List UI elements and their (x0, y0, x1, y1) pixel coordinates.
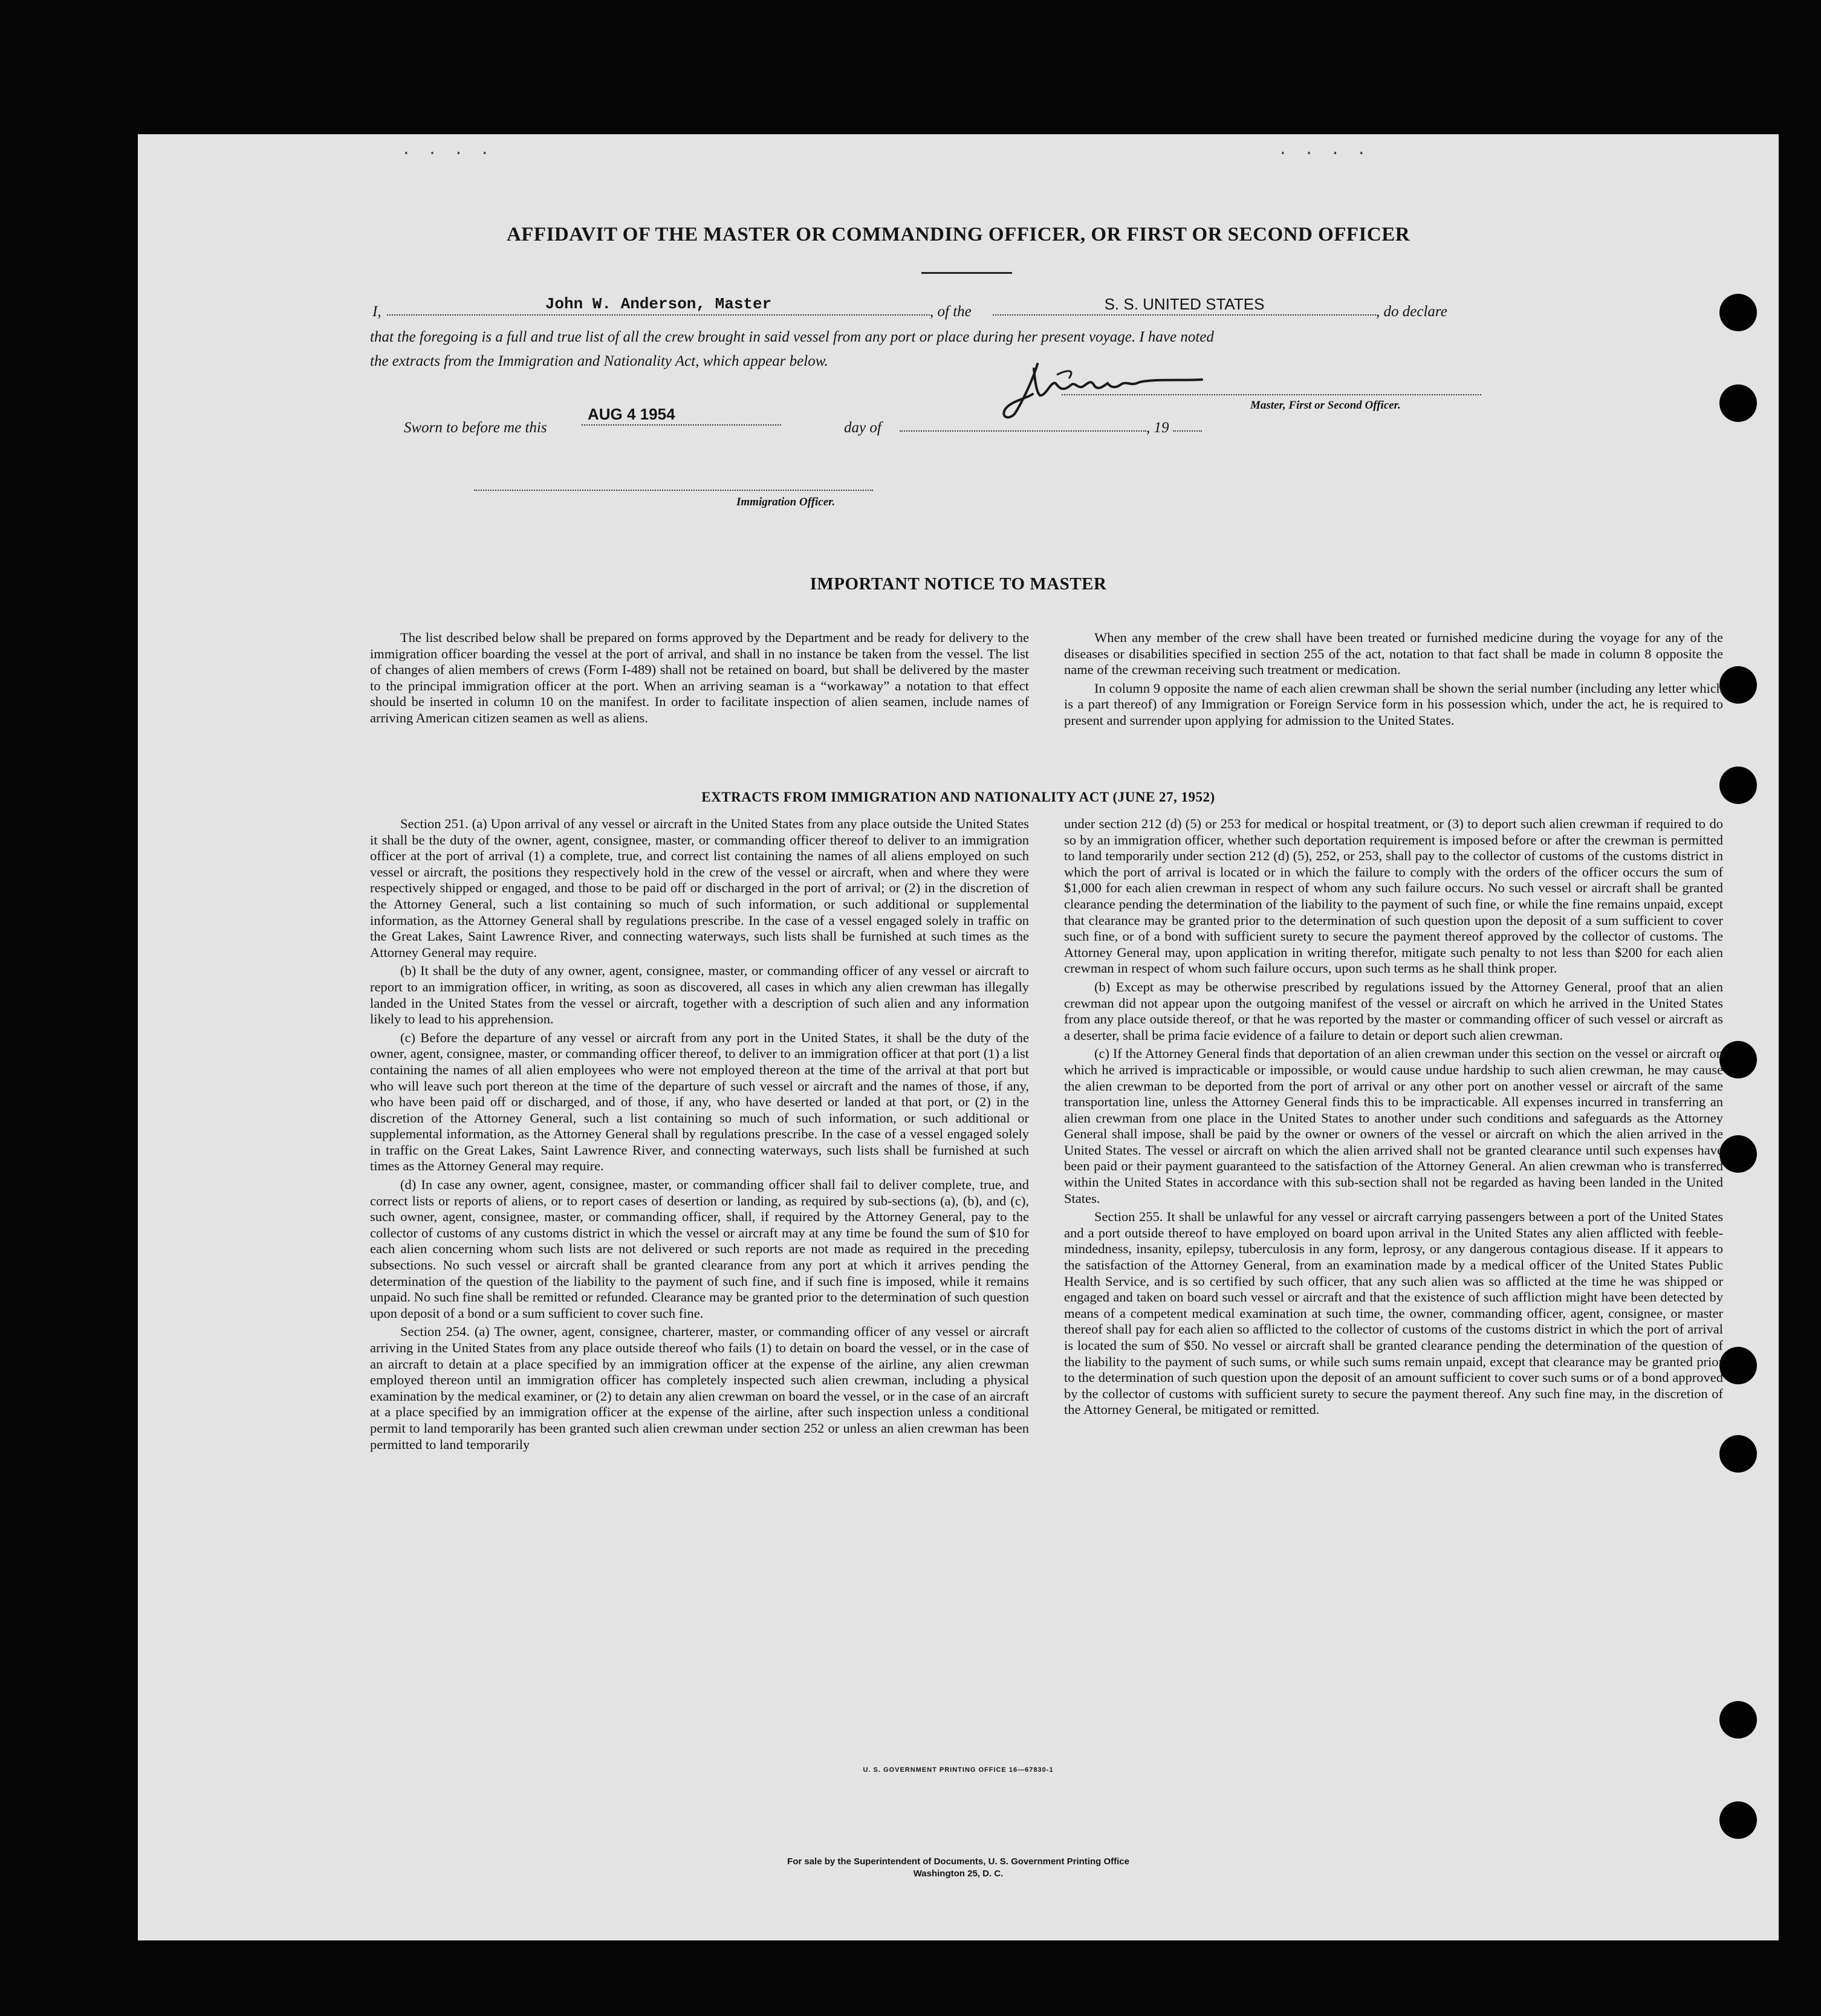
extracts-left-column (370, 816, 1029, 1455)
affidavit-title: AFFIDAVIT OF THE MASTER OR COMMANDING OFFICER, OR FIRST OR SECOND OFFICER (506, 224, 1410, 245)
section-254-b: (b) Except as may be otherwise prescribed by regulations issued by the Attorney General, proof that an alien crewman did not appear upon the outgoing manifest of the vessel or aircraft on which he arrived in the United States from any place outside thereof, or that he was reported by the master or commanding officer of such vessel or aircraft as a deserter, shall be prima facie evidence of a failure to detain or deport such alien crewman. (1064, 979, 1723, 1043)
notice-right-paragraph-2: In column 9 opposite the name of each alien crewman shall be shown the serial number (including any letter which is a part thereof) of any Immigration or Foreign Service form in his possession which, under the act, he is required to present and surrender upon applying for admission to the United States. (1064, 680, 1723, 728)
master-name-field[interactable]: John W. Anderson, Master (387, 296, 930, 316)
notice-right-column (1064, 630, 1723, 731)
declaration-line-3: the extracts from the Immigration and Nationality Act, which appear below. (370, 353, 828, 369)
year-label: , 19 (1146, 420, 1169, 436)
sworn-year-field[interactable] (1173, 412, 1202, 432)
section-255: Section 255. It shall be unlawful for any vessel or aircraft carrying passengers between a port of the United States and a port outside thereof to have employed on board upon arrival in the United States any alien afflicted with feeble-mindedness, insanity, epilepsy, tuberculosis in any form, leprosy, or any dangerous contagious disease. If it appears to the satisfaction of the Attorney General, from an examination made by a medical officer of the United States Public Health Service, and is so certified by such officer, that any such alien was so afflicted at the time he was shipped or engaged and taken on board such vessel or aircraft and that the existence of such affliction might have been detected by means of a competent medical examination at such time, the owner, commanding officer, agent, consignee, or master thereof shall pay for each alien so afflicted to the collector of customs of the customs district in which the port of arrival is located the sum of $50. No vessel or aircraft shall be granted clearance pending the determination of the question of the liability to the payment of such sums, or while such sums remain unpaid, except that clearance may be granted prior to the determination of such question upon the deposit of an amount sufficient to cover such sums or of a bond approved by the collector of customs with sufficient surety to secure the payment thereof. Any such fine may, in the discretion of the Attorney General, be mitigated or remitted. (1064, 1209, 1723, 1418)
day-of-label: day of (844, 420, 881, 436)
of-the-label: , of the (930, 303, 972, 320)
section-251-c: (c) Before the departure of any vessel or aircraft from any port in the United States, it shall be the duty of the owner, agent, consignee, master, or commanding officer thereof, to deliver to an immigration officer at that port (1) a list containing the names of all alien employees who were not employed thereon at the time of the arrival at that port but who will leave such port thereon at the time of the departure of such vessel or aircraft and the names of those, if any, who have been paid off or discharged, and of those, if any, who have deserted or landed at that port, or (2) in the discretion of the Attorney General, such a list containing so much of such information, or such additional or supplemental information, as the Attorney General shall by regulations prescribe. In the case of a vessel engaged solely in traffic on the Great Lakes, Saint Lawrence River, and connecting waterways, such lists shall be furnished at such times as the Attorney General may require. (370, 1029, 1029, 1174)
notice-left-column (370, 630, 1029, 729)
notice-left-paragraph: The list described below shall be prepared on forms approved by the Department and be ready for delivery to the immigration officer boarding the vessel at the port of arrival, and shall in no instance be taken from the vessel. The list of changes of alien members of crews (Form I-489) shall not be retained on board, but shall be delivered by the master to the principal immigration officer at the port. When an arriving seaman is a “workaway” a notation to that effect should be inserted in column 10 on the manifest. In order to facilitate inspection of alien seamen, include names of arriving American citizen seamen as well as aliens. (370, 630, 1029, 725)
gpo-imprint: U. S. GOVERNMENT PRINTING OFFICE 16—67830-1 (863, 1766, 1054, 1774)
i-label: I, (372, 303, 381, 320)
section-251-d: (d) In case any owner, agent, consignee, master, or commanding officer shall fail to deliver complete, true, and correct lists or reports of aliens, or to report cases of desertion or landing, as required by sub-sections (a), (b), and (c), such owner, agent, consignee, master, or commanding officer, shall, if required by the Attorney General, pay to the collector of customs of any customs district in which the vessel or aircraft may at any time be found the sum of $10 for each alien concerning whom such lists are not delivered or such reports are not made as required in the preceding subsections. No such vessel or aircraft shall be granted clearance from any port at which it arrives pending the determination of the question of the liability to the payment of such fine, and if such fine is imposed, while it remains unpaid. No such fine shall be remitted or refunded. Clearance may be granted prior to the determination of such question upon deposit of a bond or a sum sufficient to cover such fine. (370, 1177, 1029, 1321)
punch-hole (1719, 1435, 1757, 1473)
immigration-officer-line (474, 490, 873, 491)
extracts-heading: EXTRACTS FROM IMMIGRATION AND NATIONALITY ACT (JUNE 27, 1952) (701, 789, 1215, 805)
scan-specks: . . . . (1278, 140, 1370, 158)
notice-right-paragraph-1: When any member of the crew shall have been treated or furnished medicine during the voyage for any of the diseases or disabilities specified in section 255 of the act, notation to that fact shall be made in column 8 opposite the name of the crewman receiving such treatment or medication. (1064, 630, 1723, 678)
punch-hole (1719, 1701, 1757, 1739)
punch-hole (1719, 1135, 1757, 1173)
punch-hole (1719, 384, 1757, 422)
document-page (138, 134, 1779, 1940)
section-251-b: (b) It shall be the duty of any owner, agent, consignee, master, or commanding officer of any vessel or aircraft to report to an immigration officer, in writing, as soon as discovered, all cases in which any alien crewman has illegally landed in the United States from the vessel or aircraft, together with a description of such alien and any information likely to lead to his apprehension. (370, 963, 1029, 1027)
sworn-label: Sworn to before me this (404, 420, 547, 436)
sworn-date-field[interactable]: AUG 4 1954 (582, 406, 781, 426)
signature-line (1062, 394, 1481, 395)
section-254-c: (c) If the Attorney General finds that deportation of an alien crewman under this section on the vessel or aircraft on which he arrived is impracticable or impossible, or would cause undue hardship to such alien crewman, he may cause the alien crewman to be deported from the port of arrival or any other port on another vessel or aircraft of the same transportation line, unless the Attorney General finds this to be impracticable. All expenses incurred in transferring an alien crewman from one place in the United States to another under such conditions and safeguards as the Attorney General shall impose, shall be paid by the owner or owners of the vessel or aircraft on which the alien arrived in the United States. The vessel or aircraft on which the alien arrived shall not be granted clearance until such expenses have been paid or their payment guaranteed to the satisfaction of the Attorney General. An alien crewman who is transferred within the United States in accordance with this sub-section shall not be regarded as having been landed in the United States. (1064, 1046, 1723, 1206)
notice-heading: IMPORTANT NOTICE TO MASTER (810, 574, 1107, 594)
immigration-officer-caption: Immigration Officer. (736, 496, 836, 508)
sworn-month-field[interactable] (900, 412, 1146, 432)
title-divider (921, 272, 1012, 274)
section-254-a-continued: under section 212 (d) (5) or 253 for medical or hospital treatment, or (3) to deport such alien crewman if required to do so by an immigration officer, whether such deportation requirement is imposed before or after the crewman is permitted to land temporarily under section 212 (d) (5), 252, or 253, shall pay to the collector of customs of the customs district in which the port of arrival is located or in which the failure to comply with the orders of the officer occurs the sum of $1,000 for each alien crewman in respect of whom any such failure occurs. No such vessel or aircraft shall be granted clearance pending the determination of the liability to the payment of such fine, or while the fine remains unpaid, except that clearance may be granted prior to the determination of such question upon the deposit of a sum sufficient to cover such fine, or of a bond with sufficient surety to secure the payment thereof approved by the collector of customs. The Attorney General may, upon application in writing therefor, mitigate such penalty to not less than $200 for each alien crewman in respect of whom such failure occurs, upon such terms as he shall think proper. (1064, 816, 1723, 976)
declaration-line-2: that the foregoing is a full and true list of all the crew brought in said vessel from any port or place during her present voyage. I have noted (370, 329, 1214, 345)
extracts-right-column (1064, 816, 1723, 1421)
scan-specks: . . . . (401, 140, 493, 158)
vessel-name-field[interactable]: S. S. UNITED STATES (993, 296, 1376, 316)
sale-notice-line-1: For sale by the Superintendent of Documents, U. S. Government Printing Office (787, 1856, 1129, 1867)
punch-hole (1719, 1041, 1757, 1078)
signature-caption: Master, First or Second Officer. (1250, 399, 1401, 412)
punch-hole (1719, 1801, 1757, 1839)
sale-notice (138, 1856, 1779, 1880)
section-251-a: Section 251. (a) Upon arrival of any vessel or aircraft in the United States from any place outside the United States it shall be the duty of the owner, agent, consignee, master, or commanding officer thereof to deliver to an immigration officer at the port of arrival (1) a complete, true, and correct list containing the names of all aliens employed on such vessel or aircraft, the positions they respectively hold in the crew of the vessel or aircraft, when and where they were respectively shipped or engaged, and those to be paid off or discharged in the port of arrival; or (2) in the discretion of the Attorney General, such a list containing so much of such information, or such additional or supplemental information, as the Attorney General shall by regulations prescribe. In the case of a vessel engaged solely in traffic on the Great Lakes, Saint Lawrence River, and connecting waterways, such lists shall be furnished at such times as the Attorney General may require. (370, 816, 1029, 960)
do-declare-label: , do declare (1376, 303, 1447, 320)
sale-notice-line-2: Washington 25, D. C. (913, 1869, 1004, 1879)
section-254-a: Section 254. (a) The owner, agent, consignee, charterer, master, or commanding officer of any vessel or aircraft arriving in the United States from any place outside thereof who fails (1) to detain on board the vessel, or in the case of an aircraft to detain at a place specified by an immigration officer at the expense of the airline, any alien crewman employed thereon until an immigration officer has completely inspected such alien crewman, including a physical examination by the medical examiner, or (2) to detain any alien crewman on board the vessel, or in the case of an aircraft at a place specified by an immigration officer at the expense of the airline, after such inspection unless a conditional permit to land temporarily has been granted such alien crewman under section 252 or unless an alien crewman has been permitted to land temporarily (370, 1324, 1029, 1452)
punch-hole (1719, 1347, 1757, 1384)
punch-hole (1719, 294, 1757, 331)
punch-hole (1719, 666, 1757, 704)
